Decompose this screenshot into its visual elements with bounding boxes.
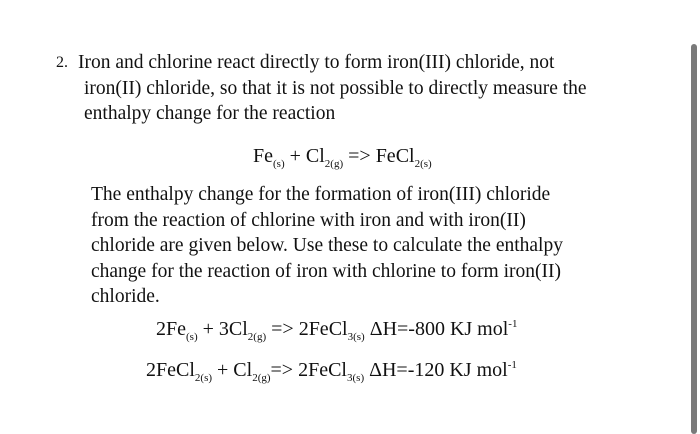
body-line: The enthalpy change for the formation of iron(III) chloride — [91, 184, 551, 205]
question-body — [91, 182, 651, 310]
intro-line: Iron and chlorine react directly to form iron(III) chloride, not — [78, 52, 555, 73]
body-line: chloride. — [91, 286, 160, 307]
intro-line: enthalpy change for the reaction — [84, 103, 336, 124]
intro-line: iron(II) chloride, so that it is not possible to directly measure the — [84, 77, 587, 99]
target-equation: $Fe_{(s)} + Cl_{2(g)}$ => FeCl$_{2(s)}$ — [253, 145, 432, 170]
body-line: from the reaction of chlorine with iron and with iron(II) — [91, 209, 526, 231]
vertical-scrollbar[interactable] — [691, 44, 697, 434]
body-line: change for the reaction of iron with chlorine to form iron(II) — [91, 260, 561, 282]
equation-iron-ii-chloride-to-iron-iii-chloride: 2FeCl$_{2(s)}$ + $Cl_{2(g)}=>$ 2FeCl$_{3(s)}$ ΔH=-120 KJ mol$^{-1}$ — [146, 359, 517, 384]
equation-iron-to-iron-iii-chloride: $2Fe_{(s)} + 3Cl_{2(g)}$ => 2FeCl$_{3(s)}$ ΔH=-800 KJ mol$^{-1}$ — [156, 318, 518, 343]
question-number: 2. — [56, 54, 68, 71]
question-intro — [78, 50, 638, 127]
body-line: chloride are given below. Use these to calculate the enthalpy — [91, 235, 563, 256]
